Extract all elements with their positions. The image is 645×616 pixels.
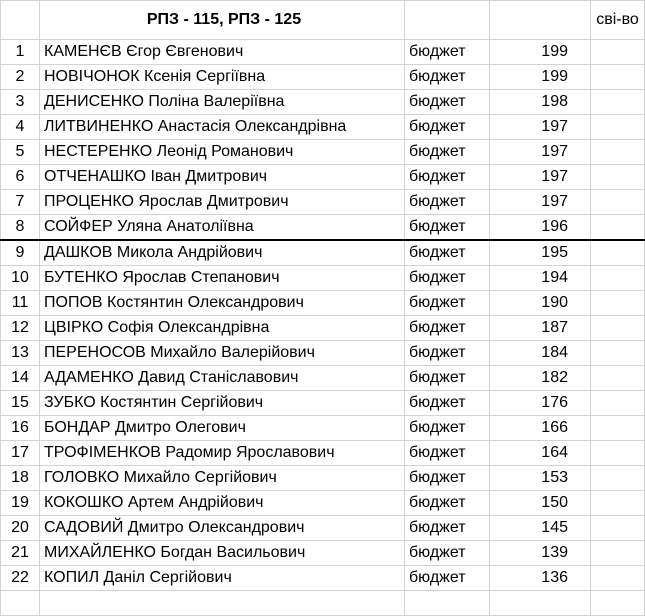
empty-cell[interactable] xyxy=(591,115,645,140)
funding-type[interactable]: бюджет xyxy=(405,316,490,341)
table-row xyxy=(1,140,645,165)
student-name[interactable]: ПЕРЕНОСОВ Михайло Валерійович xyxy=(40,341,405,366)
funding-type[interactable]: бюджет xyxy=(405,466,490,491)
score-value[interactable]: 145 xyxy=(490,516,591,541)
row-number[interactable]: 8 xyxy=(1,215,40,241)
row-number[interactable]: 14 xyxy=(1,366,40,391)
funding-type[interactable]: бюджет xyxy=(405,140,490,165)
student-name[interactable]: АДАМЕНКО Давид Станіславович xyxy=(40,366,405,391)
empty-cell[interactable] xyxy=(591,366,645,391)
empty-cell[interactable] xyxy=(591,215,645,241)
student-name[interactable]: КОПИЛ Даніл Сергійович xyxy=(40,566,405,591)
student-name[interactable]: ОТЧЕНАШКО Іван Дмитрович xyxy=(40,165,405,190)
table-row xyxy=(1,40,645,65)
row-number[interactable]: 4 xyxy=(1,115,40,140)
student-name[interactable]: БОНДАР Дмитро Олегович xyxy=(40,416,405,441)
row-number[interactable]: 22 xyxy=(1,566,40,591)
student-name[interactable]: БУТЕНКО Ярослав Степанович xyxy=(40,266,405,291)
score-value[interactable]: 195 xyxy=(490,240,591,266)
score-value[interactable]: 197 xyxy=(490,190,591,215)
table-row xyxy=(1,516,645,541)
row-number[interactable]: 12 xyxy=(1,316,40,341)
table-row xyxy=(1,316,645,341)
group-title[interactable]: РПЗ - 115, РПЗ - 125 xyxy=(40,1,405,40)
table-row xyxy=(1,165,645,190)
student-name[interactable]: САДОВИЙ Дмитро Олександрович xyxy=(40,516,405,541)
funding-type[interactable]: бюджет xyxy=(405,266,490,291)
score-value[interactable]: 197 xyxy=(490,165,591,190)
funding-type[interactable]: бюджет xyxy=(405,516,490,541)
funding-type[interactable]: бюджет xyxy=(405,165,490,190)
empty-cell[interactable] xyxy=(591,140,645,165)
row-number[interactable]: 11 xyxy=(1,291,40,316)
student-name[interactable]: ДАШКОВ Микола Андрійович xyxy=(40,240,405,266)
table-row xyxy=(1,240,645,266)
row-number[interactable]: 9 xyxy=(1,240,40,266)
row-number[interactable]: 13 xyxy=(1,341,40,366)
score-value[interactable]: 199 xyxy=(490,40,591,65)
header-row xyxy=(1,1,645,40)
funding-type[interactable]: бюджет xyxy=(405,416,490,441)
row-number[interactable]: 2 xyxy=(1,65,40,90)
funding-type[interactable]: бюджет xyxy=(405,341,490,366)
funding-type[interactable]: бюджет xyxy=(405,190,490,215)
student-name[interactable]: НОВІЧОНОК Ксенія Сергіївна xyxy=(40,65,405,90)
score-value[interactable]: 150 xyxy=(490,491,591,516)
student-name[interactable]: МИХАЙЛЕНКО Богдан Васильович xyxy=(40,541,405,566)
empty-cell[interactable] xyxy=(591,491,645,516)
table-row xyxy=(1,266,645,291)
funding-type[interactable]: бюджет xyxy=(405,291,490,316)
student-name[interactable]: ПРОЦЕНКО Ярослав Дмитрович xyxy=(40,190,405,215)
row-number[interactable]: 19 xyxy=(1,491,40,516)
funding-type[interactable]: бюджет xyxy=(405,115,490,140)
funding-type[interactable]: бюджет xyxy=(405,40,490,65)
empty-cell[interactable] xyxy=(591,190,645,215)
row-number[interactable]: 21 xyxy=(1,541,40,566)
empty-cell[interactable] xyxy=(591,65,645,90)
score-value[interactable]: 136 xyxy=(490,566,591,591)
empty-row xyxy=(1,591,645,616)
score-value[interactable]: 184 xyxy=(490,341,591,366)
row-number[interactable]: 18 xyxy=(1,466,40,491)
student-name[interactable]: ТРОФІМЕНКОВ Радомир Ярославович xyxy=(40,441,405,466)
student-name[interactable]: ДЕНИСЕНКО Поліна Валеріївна xyxy=(40,90,405,115)
funding-type[interactable]: бюджет xyxy=(405,65,490,90)
student-name[interactable]: КОКОШКО Артем Андрійович xyxy=(40,491,405,516)
score-value[interactable]: 199 xyxy=(490,65,591,90)
header-cell-type[interactable] xyxy=(405,1,490,40)
student-name[interactable]: ПОПОВ Костянтин Олександрович xyxy=(40,291,405,316)
row-number[interactable]: 6 xyxy=(1,165,40,190)
empty-cell[interactable] xyxy=(591,266,645,291)
funding-type[interactable]: бюджет xyxy=(405,491,490,516)
table-row xyxy=(1,291,645,316)
empty-cell[interactable] xyxy=(591,90,645,115)
table-row xyxy=(1,341,645,366)
score-value[interactable]: 166 xyxy=(490,416,591,441)
funding-type[interactable]: бюджет xyxy=(405,391,490,416)
empty-cell[interactable] xyxy=(405,591,490,616)
table-row xyxy=(1,541,645,566)
empty-cell[interactable] xyxy=(591,541,645,566)
empty-cell[interactable] xyxy=(591,466,645,491)
table-row xyxy=(1,416,645,441)
row-number[interactable]: 5 xyxy=(1,140,40,165)
empty-cell[interactable] xyxy=(591,316,645,341)
empty-cell[interactable] xyxy=(591,416,645,441)
funding-type[interactable]: бюджет xyxy=(405,366,490,391)
empty-cell[interactable] xyxy=(591,291,645,316)
table-row xyxy=(1,65,645,90)
student-name[interactable]: ГОЛОВКО Михайло Сергійович xyxy=(40,466,405,491)
score-value[interactable]: 139 xyxy=(490,541,591,566)
funding-type[interactable]: бюджет xyxy=(405,566,490,591)
empty-cell[interactable] xyxy=(40,591,405,616)
funding-type[interactable]: бюджет xyxy=(405,215,490,241)
score-value[interactable]: 197 xyxy=(490,115,591,140)
empty-cell[interactable] xyxy=(591,240,645,266)
table-row xyxy=(1,466,645,491)
score-value[interactable]: 187 xyxy=(490,316,591,341)
table-row xyxy=(1,366,645,391)
empty-cell[interactable] xyxy=(591,165,645,190)
empty-cell[interactable] xyxy=(591,40,645,65)
score-value[interactable]: 182 xyxy=(490,366,591,391)
funding-type[interactable]: бюджет xyxy=(405,240,490,266)
table-row xyxy=(1,566,645,591)
score-value[interactable]: 190 xyxy=(490,291,591,316)
student-name[interactable]: ЗУБКО Костянтин Сергійович xyxy=(40,391,405,416)
score-value[interactable]: 197 xyxy=(490,140,591,165)
funding-type[interactable]: бюджет xyxy=(405,541,490,566)
table-row xyxy=(1,491,645,516)
funding-type[interactable]: бюджет xyxy=(405,441,490,466)
score-value[interactable]: 196 xyxy=(490,215,591,241)
empty-cell[interactable] xyxy=(591,516,645,541)
student-name[interactable]: СОЙФЕР Уляна Анатоліївна xyxy=(40,215,405,241)
table-row xyxy=(1,90,645,115)
score-value[interactable]: 153 xyxy=(490,466,591,491)
row-number[interactable]: 20 xyxy=(1,516,40,541)
row-number[interactable]: 1 xyxy=(1,40,40,65)
score-value[interactable]: 194 xyxy=(490,266,591,291)
header-col5[interactable]: сві-во xyxy=(591,1,645,40)
empty-cell[interactable] xyxy=(591,441,645,466)
row-number[interactable]: 16 xyxy=(1,416,40,441)
table-row xyxy=(1,190,645,215)
empty-cell[interactable] xyxy=(1,591,40,616)
student-name[interactable]: ЛИТВИНЕНКО Анастасія Олександрівна xyxy=(40,115,405,140)
funding-type[interactable]: бюджет xyxy=(405,90,490,115)
score-value[interactable]: 198 xyxy=(490,90,591,115)
row-number[interactable]: 3 xyxy=(1,90,40,115)
row-number[interactable]: 17 xyxy=(1,441,40,466)
table-row xyxy=(1,115,645,140)
empty-cell[interactable] xyxy=(591,591,645,616)
table-row xyxy=(1,215,645,241)
header-cell-number[interactable] xyxy=(1,1,40,40)
header-cell-score[interactable] xyxy=(490,1,591,40)
empty-cell[interactable] xyxy=(591,391,645,416)
student-name[interactable]: НЕСТЕРЕНКО Леонід Романович xyxy=(40,140,405,165)
empty-cell[interactable] xyxy=(591,566,645,591)
score-value[interactable]: 164 xyxy=(490,441,591,466)
student-name[interactable]: ЦВІРКО Софія Олександрівна xyxy=(40,316,405,341)
student-name[interactable]: КАМЕНЄВ Єгор Євгенович xyxy=(40,40,405,65)
table-row xyxy=(1,391,645,416)
table-row xyxy=(1,441,645,466)
score-value[interactable]: 176 xyxy=(490,391,591,416)
empty-cell[interactable] xyxy=(591,341,645,366)
row-number[interactable]: 10 xyxy=(1,266,40,291)
empty-cell[interactable] xyxy=(490,591,591,616)
row-number[interactable]: 15 xyxy=(1,391,40,416)
row-number[interactable]: 7 xyxy=(1,190,40,215)
